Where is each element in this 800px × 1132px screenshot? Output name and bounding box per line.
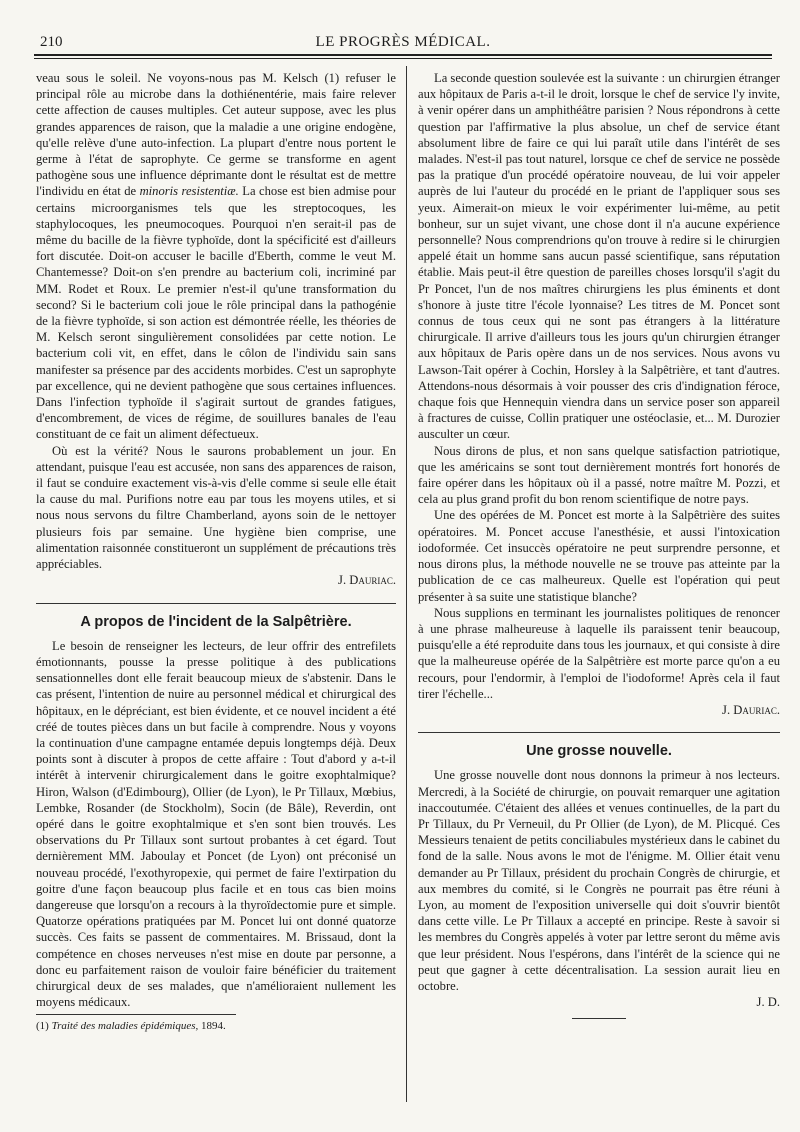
footnote-title: Traité des maladies épidémiques, (51, 1020, 199, 1033)
header-rule (34, 54, 772, 56)
paragraph: Où est la vérité? Nous le saurons probablement un jour. En attendant, puisque l'eau est accusée, non sans des apparences de raison, il faut se conduire exactement vis-à-vis d'elle comme si seule elle était la cause du mal. Purifions notre eau par tous les moyens utiles, et si nous nous servons du filtre Chamberland, ayons soin de le nettoyer plusieurs fois par semaine. Une hygiène bien comprise, une alimentation raisonnée constitueront un supplément de précautions très appréciables. (36, 443, 396, 572)
footnote-rule (36, 1014, 236, 1015)
section-title: A propos de l'incident de la Salpêtrière. (80, 613, 352, 630)
paragraph-text: La chose est bien admise pour certains microorganismes tels que les streptocoques, les staphylocoques, les pneumocoques. Pourquoi n'en serait-il pas de même du bacille de la fièvre typhoïde, dont la spécificité est d'ailleurs fort discutée. Doit-on accuser le bacille d'Eberth, comme le veut M. Chantemesse? Doit-on s'en prendre au bacterium coli, incriminé par MM. Rodet et Roux. Le premier n'est-il qu'une transformation du second? Si le bacterium coli joue le rôle principal dans la pathogénie de la fièvre typhoïde, si son action est démontrée réelle, les théories de M. Kelsch seront singulièrement consolidées par cette notion. Le bacterium coli vit, en effet, dans le côlon de l'individu sain sans manifester sa présence par des accidents morbides. C'est un saprophyte par excellence, qui ne devient pathogène que sous certaines influences. Dans l'infection typhoïde il s'agirait surtout de grandes fatigues, d'encombrement, de vices de régime, de souillures banales de l'eau constituant de ce fait un aliment défectueux. (36, 184, 396, 442)
footnote-number: (1) (36, 1020, 49, 1033)
journal-title: LE PROGRÈS MÉDICAL. (315, 34, 491, 50)
paragraph: Une des opérées de M. Poncet est morte à la Salpêtrière des suites opératoires. M. Poncet accuse l'anesthésie, et aussi l'intoxication iodoformée. Cet insuccès opératoire ne peut surprendre personne, et nous dirons plus, la méthode nouvelle ne se trouve pas atteinte par la publication de ce cas malheureux. Quelle est l'opération qui peut présenter à sa suite une statistique blanche? (418, 508, 780, 604)
header-rule-thin (34, 58, 772, 59)
paragraph: Nous dirons de plus, et non sans quelque satisfaction patriotique, que les américains se sont tout dernièrement montrés fort honorés de faire opérer dans les hôpitaux où il a passé, notre maître M. Pozzi, et cela au plus grand profit du bon renom scientifique de notre pays. (418, 443, 780, 507)
page-number: 210 (40, 34, 63, 50)
signature: J. Dauriac. (338, 573, 396, 588)
latin-term: minoris resistentiæ. (139, 184, 239, 199)
signature: J. D. (756, 995, 780, 1010)
page-header (34, 34, 772, 60)
paragraph: Une grosse nouvelle dont nous donnons la primeur à nos lecteurs. Mercredi, à la Société de chirurgie, on pouvait remarquer une agitation inaccoutumée. C'étaient des allées et venues continuelles, de la part du Pr Tillaux, du Pr Verneuil, du Pr Ollier (de Lyon), de M. Plicqué. Ces Messieurs tenaient de petits conciliabules mystérieux dans le cabinet du fond de la salle. Nous avons le mot de l'énigme. M. Ollier était venu demander au Pr Tillaux, président du prochain Congrès de chirurgie, et aux membres du comité, si le Congrès ne pourrait pas être réuni à Lyon, au moment de l'exposition universelle qui doit s'ouvrir bientôt dans cette ville. Le Pr Tillaux a accepté en principe. Reste à savoir si les membres du Congrès appelés à voter par lettre seront du même avis que leur président. Nous l'espérons, dans l'intérêt de la science qui ne peut que gagner à cette décentralisation. La session aurait lieu en octobre. (418, 768, 780, 993)
paragraph: Nous supplions en terminant les journalistes politiques de renoncer à une phrase malheureuse à laquelle ils paraissent tenir beaucoup, puisqu'elle a été reproduite dans tous les journaux, et qui consiste à dire que la malheureuse opérée de la Salpêtrière est morte parce qu'on a eu recours, pour l'endormir, à l'emploi de l'iodoforme! Après cela il faut tirer l'échelle... (418, 605, 780, 701)
right-column (418, 70, 780, 1019)
footnote-year: 1894. (200, 1020, 226, 1033)
section-title: Une grosse nouvelle. (526, 743, 672, 760)
footnote (36, 1019, 396, 1033)
end-rule (572, 1018, 626, 1019)
paragraph (36, 70, 396, 443)
section-rule (36, 603, 396, 604)
left-column (36, 70, 396, 1033)
paragraph: La seconde question soulevée est la suivante : un chirurgien étranger aux hôpitaux de Paris a-t-il le droit, lorsque le chef de service l'y invite, à venir opérer dans un amphithéâtre parisien ? Nous répondrons à cette question par l'affirmative la plus absolue, un chef de service étant absolument libre de faire ce qui lui paraît utile dans l'intérêt de ses malades. N'est-il pas tout naturel, lorsque ce chef de service ne possède pas la pratique d'un procédé opératoire nouveau, de lui voir appeler auprès de lui l'auteur du procédé en le priant de l'appliquer sous ses yeux. Aimerait-on mieux le voir expérimenter lui-même, au petit bonheur, sur un sujet vivant, une chose dont il n'a aucune expérience personnelle? Nous comprendrions qu'on trouve à redire si le chirurgien appelé était un homme sans aucun passé scientifique, sans réputation établie. Mais peut-il être question de pareilles choses lorsqu'il s'agit du Pr Poncet, l'un de nos maîtres chirurgiens les plus éminents et dont s'honore à juste titre l'école lyonnaise? Les titres de M. Poncet sont connus de tous ceux qui ne sont pas étrangers à la littérature chirurgicale. Il arrive d'ailleurs tous les jours qu'un chirurgien étranger aux hôpitaux de Paris opère dans un de nos services. Nous avons vu Lawson-Tait opérer à Cochin, Horsley à la Salpêtrière, et tant d'autres. Attendons-nous désormais à voir pousser des cris d'indignation féroce, chaque fois que Hennequin viendra dans un service poser son appareil à fractures de cuisse, Collin pratiquer une ostéoclasie, et... M. Durozier ausculter un cœur. (418, 71, 780, 442)
signature: J. Dauriac. (722, 702, 780, 717)
paragraph-text: veau sous le soleil. Ne voyons-nous pas M. Kelsch (1) refuser le principal rôle au microbe dans la dothiénentérie, mais faire relever cette affection de causes multiples. Cet auteur suppose, avec les plus grandes apparences de raison, que la maladie a une origine endogène, qu'elle relève d'une auto-infection. La plupart d'entre nous portent le germe à l'état de saprophyte. Ce germe se transforme en agent pathogène sous une influence déprimante dont le résultat est de mettre l'individu en état de (36, 71, 396, 199)
section-rule (418, 732, 780, 733)
paragraph: Le besoin de renseigner les lecteurs, de leur offrir des entrefilets émotionnants, pousse la presse politique à des publications sensationnelles dont elle ferait beaucoup mieux de s'abstenir. Dans le cas présent, l'intention de nuire au personnel médical et chirurgical des hôpitaux, en le dépréciant, est bien évidente, et ce nouvel incident a été créé de toutes pièces dans un but facile à comprendre. Nous y voyons la continuation d'une campagne entamée depuis longtemps déjà. Deux points sont à discuter à propos de cette affaire : Tout d'abord y a-t-il intérêt à intervenir chirurgicalement dans le goitre exophtalmique? Hiron, Walson (d'Edimbourg), Ollier (de Lyon), le Pr Tillaux, Mœbius, Lembke, Rosander (de Stockholm), Socin (de Bâle), Reverdin, ont opéré dans le goitre exophtalmique et s'en sont bien trouvés. Les observations du Pr Tillaux sont surtout probantes à cet égard. Tout dernièrement MM. Jaboulay et Poncet (de Lyon) ont préconisé un nouveau procédé, l'exothyropexie, qui permet de faire l'extirpation du goitre d'une façon beaucoup plus facile et en tous cas bien moins dangereuse que lorsqu'on a recours à la thyroïdectomie pure et simple. Quatorze opérations pratiquées par M. Poncet lui ont donné quatorze succès. Ces faits se passent de commentaires. M. Brissaud, dont la compétence en choses nerveuses n'est mise en doute par personne, a donc eu parfaitement raison de vouloir faire bénéficier du traitement chirurgical deux de ses malades, que n'amélioraient nullement les moyens médicaux. (36, 638, 396, 1010)
column-divider (406, 66, 407, 1102)
